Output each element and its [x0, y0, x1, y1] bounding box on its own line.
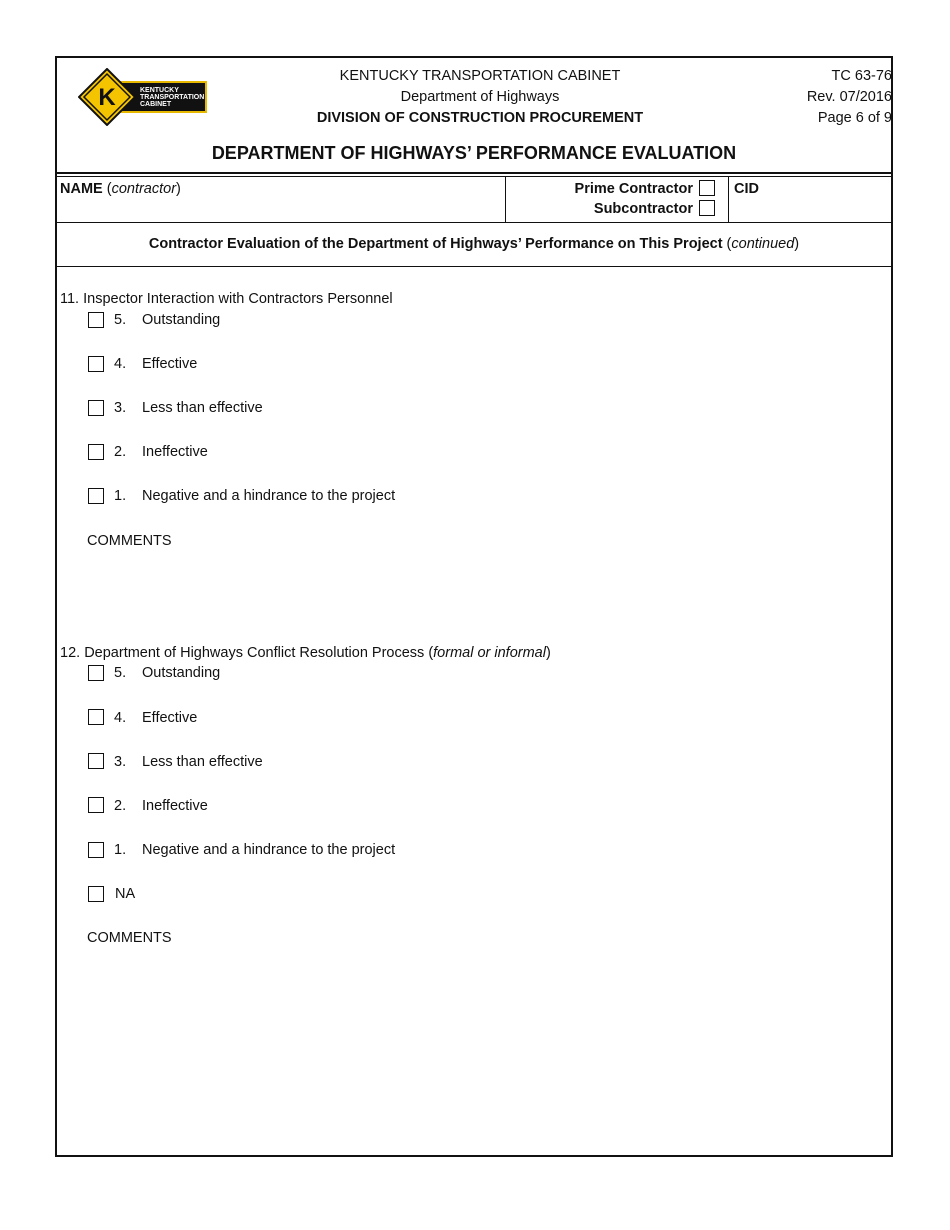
section-bottom-rule: [55, 266, 893, 267]
q12-option-3-label: Less than effective: [142, 754, 263, 770]
name-row-bottom-rule: [55, 222, 893, 223]
q12-comments-area[interactable]: [87, 953, 877, 1143]
title-top-rule: [55, 172, 893, 174]
page-title: DEPARTMENT OF HIGHWAYS’ PERFORMANCE EVALUATION: [211, 143, 737, 163]
question-12-text: 12. Department of Highways Conflict Resolution Process (formal or informal): [60, 645, 551, 661]
page-number: Page 6 of 9: [817, 110, 892, 126]
logo-text-line-2: TRANSPORTATION: [140, 94, 205, 101]
q12-option-2-label: Ineffective: [142, 798, 208, 814]
logo-text-line-3: CABINET: [140, 101, 172, 108]
q12-option-4-number: 4.: [114, 710, 127, 726]
prime-contractor-checkbox[interactable]: [699, 180, 715, 196]
prime-contractor-label: Prime Contractor: [574, 181, 693, 197]
q12-option-1-number: 1.: [114, 842, 127, 858]
department-name: Department of Highways: [400, 89, 560, 105]
q11-comments-label: COMMENTS: [87, 533, 172, 549]
q11-comments-area[interactable]: [87, 556, 877, 636]
q12-option-2-checkbox[interactable]: [88, 797, 104, 813]
q11-option-3-number: 3.: [114, 400, 127, 416]
title-bottom-rule: [55, 176, 893, 177]
q11-option-5-checkbox[interactable]: [88, 312, 104, 328]
q12-option-1-label: Negative and a hindrance to the project: [142, 842, 396, 858]
q11-option-1-label: Negative and a hindrance to the project: [142, 488, 396, 504]
q11-option-5-label: Outstanding: [142, 312, 221, 328]
logo-letter: K: [98, 84, 116, 111]
cid-divider: [728, 177, 729, 222]
q12-option-4-checkbox[interactable]: [88, 709, 104, 725]
q11-option-4-number: 4.: [114, 356, 127, 372]
q12-option-3-checkbox[interactable]: [88, 753, 104, 769]
q12-option-3-number: 3.: [114, 754, 127, 770]
q12-option-na-checkbox[interactable]: [88, 886, 104, 902]
name-divider: [505, 177, 506, 222]
kytc-logo: [78, 68, 208, 126]
q11-option-5-number: 5.: [114, 312, 127, 328]
q11-option-4-checkbox[interactable]: [88, 356, 104, 372]
q11-option-2-checkbox[interactable]: [88, 444, 104, 460]
form-number: TC 63-76: [831, 68, 892, 84]
q12-option-2-number: 2.: [114, 798, 127, 814]
q12-option-5-label: Outstanding: [142, 665, 221, 681]
agency-name: KENTUCKY TRANSPORTATION CABINET: [339, 68, 621, 84]
q11-option-3-label: Less than effective: [142, 400, 263, 416]
revision-date: Rev. 07/2016: [806, 89, 892, 105]
q11-option-2-number: 2.: [114, 444, 127, 460]
q11-option-3-checkbox[interactable]: [88, 400, 104, 416]
cid-label: CID: [734, 181, 759, 197]
question-11-text: 11. Inspector Interaction with Contractors Personnel: [60, 291, 393, 307]
q12-option-1-checkbox[interactable]: [88, 842, 104, 858]
subcontractor-checkbox[interactable]: [699, 200, 715, 216]
q12-option-na-label: NA: [115, 886, 136, 902]
division-name: DIVISION OF CONSTRUCTION PROCUREMENT: [316, 110, 644, 126]
q11-option-2-label: Ineffective: [142, 444, 208, 460]
q11-option-4-label: Effective: [142, 356, 198, 372]
subcontractor-label: Subcontractor: [593, 201, 693, 217]
name-field-label: NAME (contractor): [60, 181, 181, 197]
q12-comments-label: COMMENTS: [87, 930, 172, 946]
q11-option-1-number: 1.: [114, 488, 127, 504]
logo-text-line-1: KENTUCKY: [140, 87, 179, 94]
q12-option-5-checkbox[interactable]: [88, 665, 104, 681]
q11-option-1-checkbox[interactable]: [88, 488, 104, 504]
section-heading: Contractor Evaluation of the Department of Highways’ Performance on This Project (continued): [148, 236, 800, 252]
q12-option-4-label: Effective: [142, 710, 198, 726]
q12-option-5-number: 5.: [114, 665, 127, 681]
